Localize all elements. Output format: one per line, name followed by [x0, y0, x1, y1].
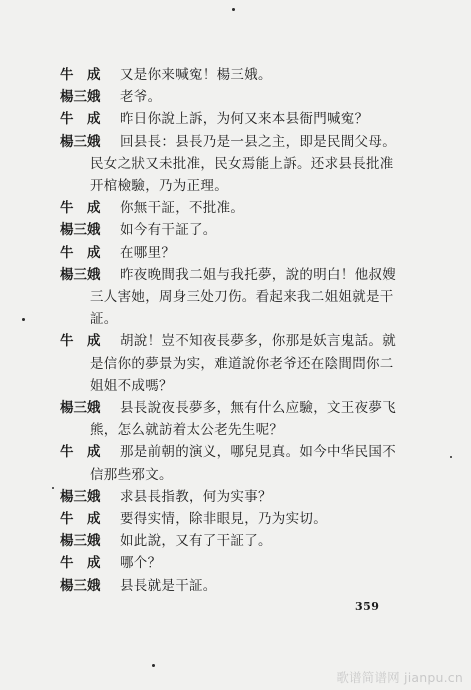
dialogue-line — [60, 197, 420, 219]
speaker-name: 楊三娥 — [60, 488, 101, 505]
dialogue-text: 回县長：县長乃是一县之主，即是民間父母。 — [120, 133, 396, 150]
speaker-name: 楊三娥 — [60, 89, 101, 106]
dialogue-line — [60, 219, 420, 241]
dialogue-text: 在哪里？ — [120, 244, 176, 261]
dialogue-line — [60, 131, 420, 153]
dialogue-line — [60, 108, 420, 130]
dialogue-continuation: 信那些邪文。 — [90, 466, 173, 483]
dialogue-line — [60, 64, 420, 86]
dialogue-text: 你無干証，不批准。 — [120, 200, 245, 217]
dialogue-continuation: 三人害她，周身三处刀伤。看起来我二姐姐就是干 — [90, 289, 394, 306]
dialogue-text: 那是前朝的演义，哪兒見真。如今中华民国不 — [120, 444, 396, 461]
dialogue-text: 哪个？ — [120, 555, 162, 572]
dialogue-text: 要得实情，除非眼見，乃为实切。 — [120, 511, 327, 528]
dialogue-text: 县長就是干証。 — [120, 577, 217, 594]
dialogue-text: 又是你来喊寃！楊三娥。 — [120, 67, 272, 83]
dialogue-text: 如今有干証了。 — [120, 222, 217, 239]
dialogue-text: 求县長指教，何为实事？ — [120, 488, 272, 505]
scan-speckle — [232, 8, 235, 11]
site-watermark: 歌谱简谱网 jianpu.cn — [336, 670, 463, 685]
speaker-name: 牛 成 — [60, 333, 101, 350]
dialogue-line — [60, 86, 420, 108]
scan-speckle — [52, 487, 54, 489]
speaker-name: 楊三娥 — [60, 577, 101, 594]
dialogue-line — [60, 508, 420, 530]
dialogue-line — [60, 264, 420, 286]
dialogue-continuation: 民女之狀又未批准，民女焉能上訴。还求县長批准 — [90, 155, 394, 172]
dialogue-text: 胡說！豈不知夜長夢多，你那是妖言鬼話。就 — [120, 333, 396, 350]
scan-speckle — [152, 664, 155, 667]
speaker-name: 牛 成 — [60, 511, 101, 528]
speaker-name: 牛 成 — [60, 200, 101, 217]
dialogue-text: 昨日你說上訴，为何又来本县衙門喊寃？ — [120, 111, 369, 128]
speaker-name: 牛 成 — [60, 244, 101, 261]
speaker-name: 牛 成 — [60, 444, 101, 461]
speaker-name: 牛 成 — [60, 67, 101, 83]
dialogue-line — [60, 552, 420, 574]
speaker-name: 牛 成 — [60, 111, 101, 128]
dialogue-line — [60, 330, 420, 352]
speaker-name: 楊三娥 — [60, 222, 101, 239]
dialogue-line — [60, 242, 420, 264]
page-number: 359 — [355, 600, 380, 613]
dialogue-text: 县長說夜長夢多，無有什么应驗，文王夜夢飞 — [120, 400, 396, 417]
dialogue-continuation: 是信你的夢景为实，难道說你老爷还在陰間問你二 — [90, 355, 394, 372]
speaker-name: 楊三娥 — [60, 133, 101, 150]
dialogue-text: 昨夜晚間我二姐与我托夢，說的明白！他叔嫂 — [120, 266, 396, 283]
scan-speckle — [450, 456, 452, 458]
dialogue-line — [60, 397, 420, 419]
dialogue-line — [60, 575, 420, 597]
script-dialogue — [60, 64, 420, 597]
dialogue-text: 如此說，又有了干証了。 — [120, 533, 272, 550]
dialogue-line — [60, 441, 420, 463]
speaker-name: 楊三娥 — [60, 400, 101, 417]
speaker-name: 楊三娥 — [60, 533, 101, 550]
speaker-name: 楊三娥 — [60, 266, 101, 283]
scan-speckle — [22, 318, 25, 321]
dialogue-continuation: 熊，怎么就訪着太公老先生呢？ — [90, 422, 284, 439]
dialogue-continuation: 姐姐不成嗎？ — [90, 377, 173, 394]
dialogue-text: 老爷。 — [120, 89, 162, 106]
dialogue-line — [60, 486, 420, 508]
dialogue-continuation: 开棺檢驗，乃为正理。 — [90, 178, 228, 195]
dialogue-line — [60, 530, 420, 552]
dialogue-continuation: 証。 — [90, 311, 118, 328]
speaker-name: 牛 成 — [60, 555, 101, 572]
